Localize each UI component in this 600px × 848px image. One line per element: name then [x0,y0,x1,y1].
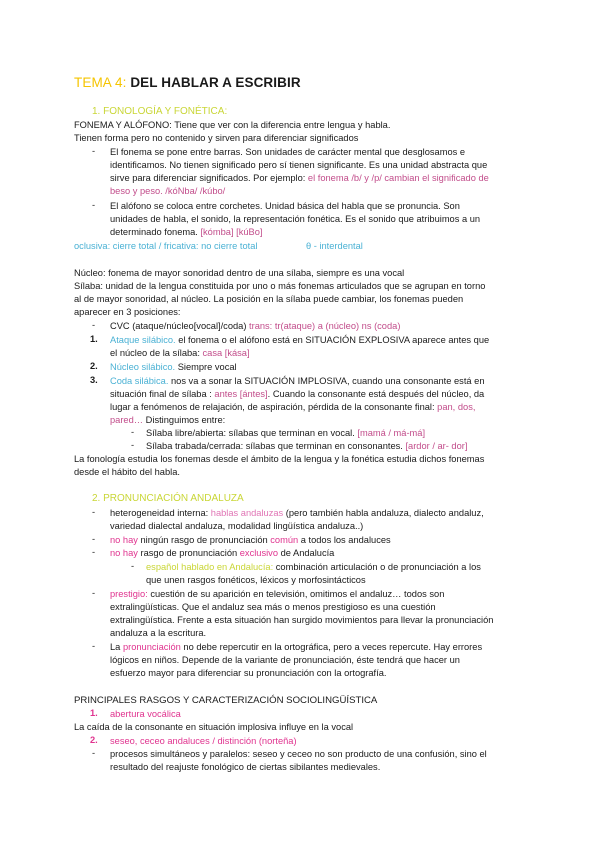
bullet-dash: - [92,200,96,210]
example-text: beso y peso. /kóNba/ /kúbo/ [110,186,226,196]
list-number: 3. [90,375,98,385]
text-run: combinación articulación o de pronunciación a los [273,562,481,572]
bullet-line: unidades de habla, el sonido, la representación fonética. Es el sonido que atribuimos a un [110,214,481,224]
term: Núcleo silábico. [110,362,176,372]
bullet-dash: - [92,547,96,557]
bullet-line [110,226,262,239]
bullet-dash: - [92,641,96,651]
text-run: no debe repercutir en la ortográfica, pero a veces repercute. Hay errores [180,642,483,652]
bullet-dash: - [92,320,96,330]
text-run: a todos los andaluces [298,535,391,545]
note-line: θ - interdental [306,241,363,251]
bullet-dash: - [131,440,135,450]
text-run: Siempre vocal [175,362,237,372]
paragraph-line: Sílaba: unidad de la lengua constituida por uno o más fonemas articulados que se agrupan en torno [74,281,486,291]
list-line [110,334,489,347]
highlight-text: no hay [110,548,138,558]
list-line: abertura vocálica [110,709,181,719]
bullet-line [110,320,400,333]
example-text: antes [ántes] [214,389,268,399]
text-run: rasgo de pronunciación [137,548,240,558]
text-run: el fonema o el alófono está en SITUACIÓN EXPLOSIVA aparece antes que [175,335,490,345]
bullet-line: andaluza a la escritura. [110,628,207,638]
bullet-line: El alófono se coloca entre corchetes. Unidad básica del habla que se pronuncia. Son [110,201,460,211]
bullet-line [110,507,484,520]
bullet-line [110,641,482,654]
list-line [110,388,484,401]
paragraph-line: FONEMA Y ALÓFONO: Tiene que ver con la diferencia entre lengua y habla. [74,120,391,130]
section-heading-2: 2. PRONUNCIACIÓN ANDALUZA [92,493,244,504]
bullet-line: resultado del reajuste fonológico de ciertas sibilantes medievales. [110,762,381,772]
term: Ataque silábico. [110,335,176,345]
subheading: PRINCIPALES RASGOS Y CARACTERIZACIÓN SOCIOLINGÜÍSTICA [74,695,378,706]
bullet-line: identificamos. No tienen significado pero sí tienen significante. Es una unidad abstracta que [110,160,488,170]
bullet-dash: - [92,146,96,156]
example-text: casa [kása] [202,348,250,358]
example-text: pared… [110,415,144,425]
bullet-line: procesos simultáneos y paralelos: seseo y ceceo no son producto de una confusión, sino el [110,749,487,759]
highlight-text: común [270,535,299,545]
term: Coda silábica. [110,376,169,386]
text-run: nos va a sonar la SITUACIÓN IMPLOSIVA, cuando una consonante está en [168,376,485,386]
bullet-line [110,172,489,185]
paragraph-line: La fonología estudia los fonemas desde el ámbito de la lengua y la fonética estudia dichos fonemas [74,454,485,464]
text-run: (pero también habla andaluza, dialecto andaluz, [283,508,484,518]
bullet-line [110,547,334,560]
example-text: [mamá / má-má] [357,428,426,438]
sub-bullet-line [146,561,481,574]
example-text: [ardor / ar- dor] [405,441,468,451]
paragraph-line: al de mayor sonoridad, al núcleo. La posición en la sílaba puede cambiar, los fonemas pueden [74,294,464,304]
text-run: de Andalucía [278,548,335,558]
text-run: heterogeneidad interna: [110,508,211,518]
note-line: oclusiva: cierre total / fricativa: no cierre total [74,241,258,251]
text-run: sirve para diferenciar significados. Por ejemplo: [110,173,308,183]
bullet-line: lógicos en niños. Depende de la variante de pronunciación, éste tendrá que hacer un [110,655,460,665]
text-run: lugar a fenómenos de relajación, de aspiración, pérdida de la consonante final: [110,402,438,412]
highlight-text: hablas andaluzas [210,508,284,518]
example-text: [kómba] [kúBo] [200,227,263,237]
highlight-text: no hay [110,535,138,545]
example-text: el fonema /b/ y /p/ cambian el significado de [307,173,489,183]
list-line [110,401,475,414]
sub-bullet-line: que unen rasgos fonéticos, léxicos y morfosintácticos [146,575,366,585]
text-run: el núcleo de la sílaba: [110,348,203,358]
bullet-dash: - [92,507,96,517]
text-run: . Cuando la consonante está después del núcleo, da [267,389,485,399]
text-run: Sílaba trabada/cerrada: sílabas que terminan en consonantes. [146,441,406,451]
text-run: Sílaba libre/abierta: sílabas que terminan en vocal. [146,428,358,438]
paragraph-line: Tienen forma pero no contenido y sirven para diferenciar significados [74,133,359,143]
bullet-dash: - [131,561,135,571]
paragraph-line: Núcleo: fonema de mayor sonoridad dentro de una sílaba, siempre es una vocal [74,268,405,278]
bullet-line: extralingüística. Frente a esta situación han surgido movimientos para llevar la pronunciación [110,615,494,625]
title-text: DEL HABLAR A ESCRIBIR [126,75,301,90]
text-run: situación final de sílaba : [110,389,215,399]
highlight-text: español hablado en Andalucía: [146,562,274,572]
bullet-line: esfuerzo mayor para diferenciar su pronunciación con la ortografía. [110,668,387,678]
paragraph-line: desde el hábito del habla. [74,467,180,477]
text-run: La [110,642,123,652]
paragraph-line: La caída de la consonante en situación implosiva influye en la vocal [74,722,354,732]
list-line: seseo, ceceo andaluces / distinción (norteña) [110,736,297,746]
list-number: 2. [90,735,98,745]
text-run: CVC (ataque/núcleo[vocal]/coda) [110,321,250,331]
highlight-text: prestigio: [110,589,148,599]
list-line [110,375,485,388]
section-heading-1: 1. FONOLOGÍA Y FONÉTICA: [92,106,228,117]
highlight-text: exclusivo [239,548,278,558]
bullet-line: variedad dialectal andaluza, modalidad lingüística andaluza..) [110,521,364,531]
example-text: trans: tr(ataque) a (núcleo) ns (coda) [249,321,401,331]
bullet-dash: - [92,588,96,598]
list-number: 1. [90,334,98,344]
bullet-dash: - [92,748,96,758]
sub-bullet-line [146,427,425,440]
list-line [110,361,237,374]
bullet-dash: - [92,534,96,544]
bullet-dash: - [131,427,135,437]
paragraph-line: aparecer en 3 posiciones: [74,307,181,317]
sub-bullet-line [146,440,467,453]
text-run: determinado fonema. [110,227,201,237]
text-run: ningún rasgo de pronunciación [137,535,271,545]
highlight-text: pronunciación [122,642,181,652]
example-text: pan, dos, [437,402,476,412]
bullet-line: El fonema se pone entre barras. Son unidades de carácter mental que desglosamos e [110,147,466,157]
page-title [74,75,301,90]
text-run: Distinguimos entre: [143,415,226,425]
list-line [110,414,225,427]
title-number: TEMA 4: [74,75,127,90]
list-number: 2. [90,361,98,371]
bullet-line [110,534,391,547]
bullet-line [110,588,444,601]
text-run: cuestión de su aparición en televisión, omitimos el andaluz… todos son [147,589,445,599]
list-number: 1. [90,708,98,718]
list-line [110,347,250,360]
bullet-line: extralingüísticas. Que el andaluz sea más o menos prestigioso es una cuestión [110,602,436,612]
